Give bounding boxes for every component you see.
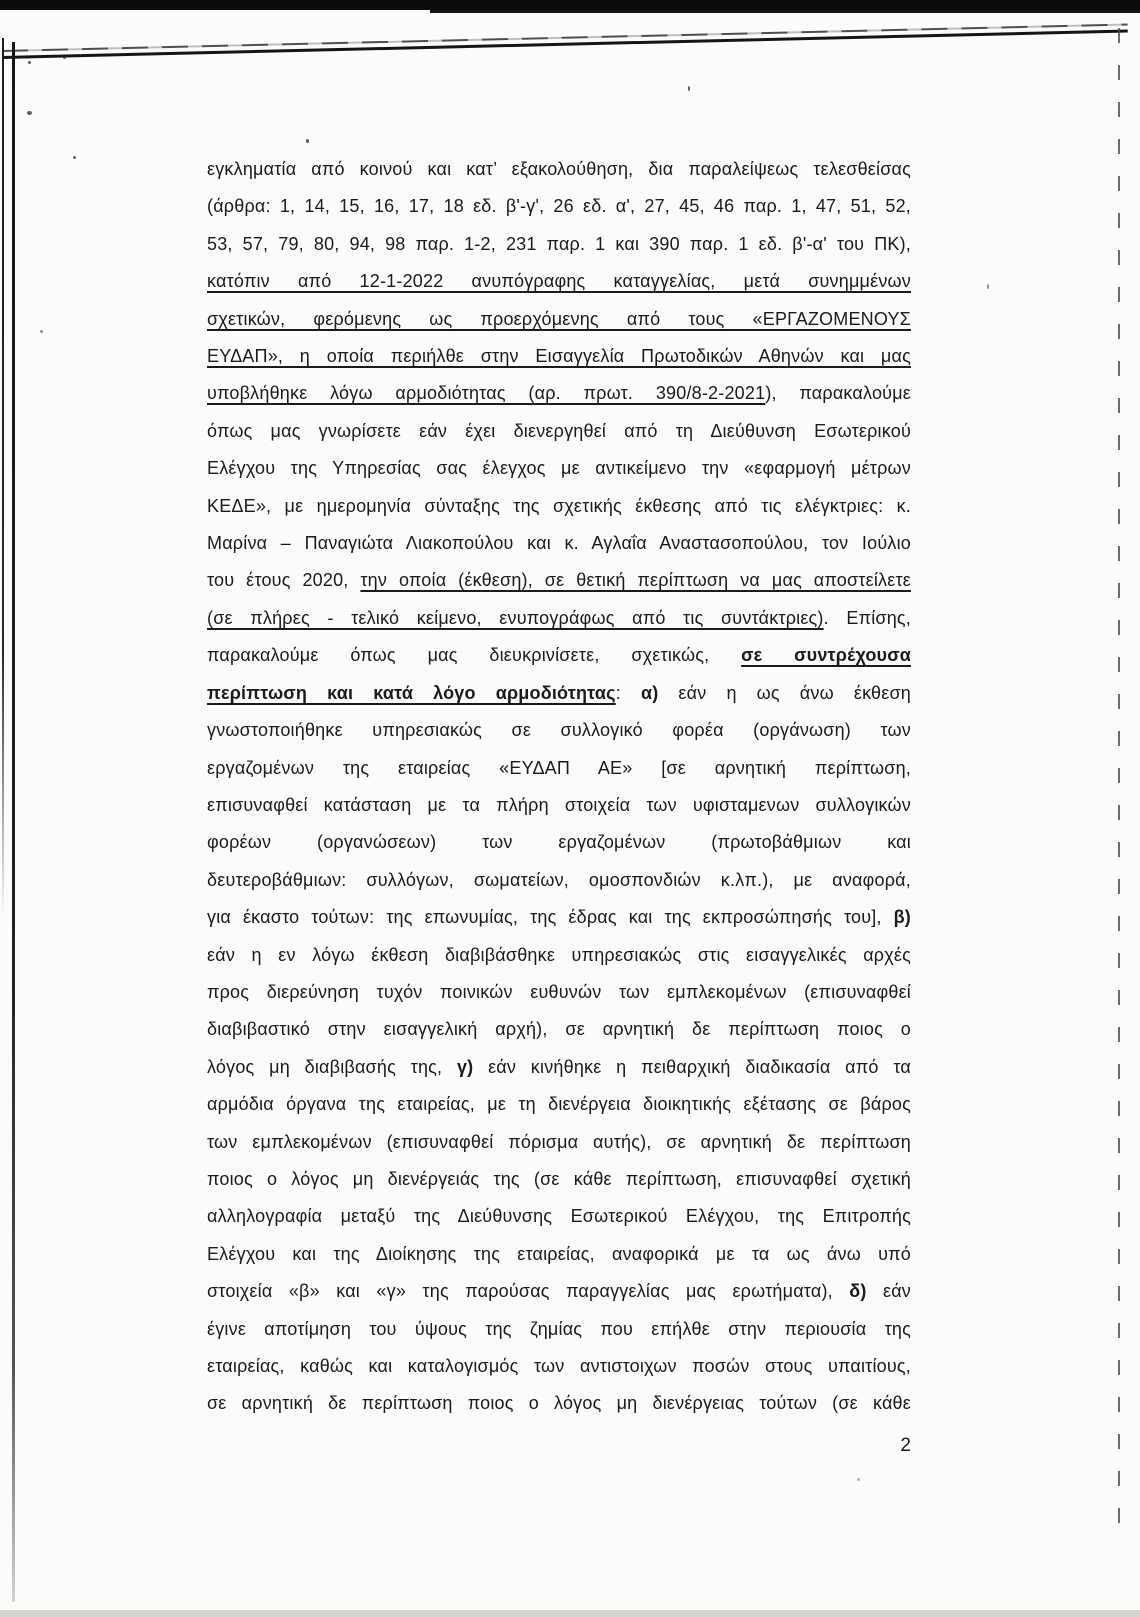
text-segment: σε αρνητική δε περίπτωση ποιος ο λόγος μη διενέργειας τούτων (σε κάθε (207, 1393, 911, 1414)
text-segment: εργαζομένων της εταιρείας «ΕΥΔΑΠ ΑΕ» [σε αρνητική περίπτωση, (207, 757, 911, 778)
emphasized-text: υποβλήθηκε λόγω αρμοδιότητας (αρ. πρωτ. 390/8-2-2021 (207, 383, 766, 404)
text-line (207, 1086, 911, 1123)
scan-edge-top (0, 0, 1140, 10)
text-line (207, 1011, 911, 1048)
text-line (207, 899, 911, 936)
text-line (207, 712, 911, 749)
text-segment: εάν (866, 1281, 911, 1302)
text-line (207, 937, 911, 974)
text-line (207, 450, 911, 487)
document-text (207, 151, 911, 1423)
emphasized-text: δ) (849, 1281, 867, 1302)
text-segment: εάν κινήθηκε η πειθαρχική διαδικασία από τα (473, 1056, 911, 1077)
text-line (207, 263, 911, 300)
scan-speck (63, 56, 66, 59)
page-border-left-outer (2, 38, 4, 918)
text-line (207, 525, 911, 562)
text-line (207, 562, 911, 599)
page-border-top (2, 23, 1128, 60)
text-line (207, 974, 911, 1011)
emphasized-text: (σε πλήρες - τελικό κείμενο, ενυπογράφως από τις συντάκτριες) (207, 607, 824, 628)
text-line (207, 1311, 911, 1348)
text-segment: ), παρακαλούμε (765, 383, 911, 404)
text-line (207, 862, 911, 899)
text-line (207, 1161, 911, 1198)
text-segment: παρακαλούμε όπως μας διευκρινίσετε, σχετικώς, (207, 645, 742, 666)
text-segment: έγινε αποτίμηση του ύψους της ζημίας που επήλθε στην περιουσία της (207, 1318, 911, 1339)
text-line (207, 188, 911, 225)
text-segment: εάν η εν λόγω έκθεση διαβιβάσθηκε υπηρεσιακώς στις εισαγγελικές αρχές (207, 944, 911, 965)
text-line (207, 226, 911, 263)
text-segment: αρμόδια όργανα της εταιρείας, με τη διενέργεια διοικητικής εξέτασης σε βάρος (207, 1094, 911, 1115)
text-line (207, 824, 911, 861)
scan-edge-bottom (0, 1610, 1140, 1617)
text-line (207, 637, 911, 674)
text-segment: προς διερεύνηση τυχόν ποινικών ευθυνών των εμπλεκομένων (επισυναφθεί (207, 981, 911, 1002)
emphasized-text: την οποία (έκθεση), σε θετική περίπτωση να μας αποστείλετε (360, 570, 911, 591)
text-segment: (άρθρα: 1, 14, 15, 16, 17, 18 εδ. β'-γ', 26 εδ. α', 27, 45, 46 παρ. 1, 47, 51, 52, (207, 196, 911, 217)
text-line (207, 338, 911, 375)
text-line (207, 787, 911, 824)
text-segment: των εμπλεκομένων (επισυναφθεί πόρισμα αυτής), σε αρνητική δε περίπτωση (207, 1131, 911, 1152)
text-segment: στοιχεία «β» και «γ» της παρούσας παραγγελίας μας ερωτήματα), (207, 1281, 850, 1302)
emphasized-text: ΕΥΔΑΠ», η οποία περιήλθε στην Εισαγγελία Πρωτοδικών Αθηνών και μας (207, 346, 911, 367)
text-segment: : (615, 682, 641, 703)
text-segment: Μαρίνα – Παναγιώτα Λιακοπούλου και κ. Αγλαΐα Αναστασοπούλου, τον Ιούλιο (207, 533, 911, 554)
text-segment: γνωστοποιήθηκε υπηρεσιακώς σε συλλογικό φορέα (οργάνωση) των (207, 720, 911, 741)
text-line (207, 1124, 911, 1161)
page-border-top-thin-line (2, 23, 1128, 52)
emphasized-text: σε συντρέχουσα (741, 645, 911, 666)
text-segment: όπως μας γνωρίσετε εάν έχει διενεργηθεί από τη Διεύθυνση Εσωτερικού (207, 420, 911, 441)
text-line (207, 1385, 911, 1422)
text-segment: . Επίσης, (823, 607, 911, 628)
text-line (207, 413, 911, 450)
emphasized-text: γ) (456, 1056, 474, 1077)
text-segment: αλληλογραφία μεταξύ της Διεύθυνσης Εσωτερικού Ελέγχου, της Επιτροπής (207, 1206, 911, 1227)
scan-speck (987, 284, 989, 289)
text-line (207, 1348, 911, 1385)
emphasized-text: β) (893, 907, 911, 928)
text-line (207, 1273, 911, 1310)
scan-speck (857, 1478, 860, 1481)
text-segment: εταιρείας, καθώς και καταλογισμός των αντιστοιχων ποσών στους υπαιτίους, (207, 1356, 911, 1376)
scan-speck (306, 139, 309, 143)
scan-speck (40, 330, 43, 333)
text-line (207, 1049, 911, 1086)
scan-speck (688, 86, 690, 91)
page-border-right-dashed (1118, 28, 1120, 1538)
text-line (207, 301, 911, 338)
text-line (207, 600, 911, 637)
emphasized-text: α) (640, 682, 659, 703)
text-line (207, 750, 911, 787)
text-segment: Ελέγχου της Υπηρεσίας σας έλεγχος με αντικείμενο την «εφαρμογή μέτρων (207, 458, 911, 479)
text-line (207, 488, 911, 525)
text-segment: 53, 57, 79, 80, 94, 98 παρ. 1-2, 231 παρ. 1 και 390 παρ. 1 εδ. β'-α' του ΠΚ), (207, 233, 911, 254)
text-segment: ποιος ο λόγος μη διενέργειάς της (σε κάθε περίπτωση, επισυναφθεί σχετική (207, 1168, 911, 1189)
text-segment: ΚΕΔΕ», με ημερομηνία σύνταξης της σχετικής έκθεσης από τις ελέγκτριες: κ. (207, 495, 911, 516)
page-border-top-thick-line (2, 29, 1128, 59)
page-number: 2 (900, 1435, 911, 1456)
text-segment: διαβιβαστικό στην εισαγγελική αρχή), σε αρνητική δε περίπτωση ποιος ο (207, 1019, 911, 1040)
emphasized-text: περίπτωση και κατά λόγο αρμοδιότητας (207, 682, 616, 703)
text-segment: επισυναφθεί κατάσταση με τα πλήρη στοιχεία των υφισταμενων συλλογικών (207, 794, 911, 815)
text-line (207, 675, 911, 712)
text-segment: του έτους 2020, (207, 570, 361, 591)
scan-speck (27, 111, 32, 115)
emphasized-text: σχετικών, φερόμενης ως προερχόμενης από τους «ΕΡΓΑΖΟΜΕΝΟΥΣ (207, 308, 911, 329)
text-segment: εάν η ως άνω έκθεση (658, 682, 911, 703)
text-line (207, 1236, 911, 1273)
text-segment: εγκληματία από κοινού και κατ’ εξακολούθηση, δια παραλείψεως τελεσθείσας (207, 159, 911, 179)
text-line (207, 375, 911, 412)
text-segment: δευτεροβάθμιων: συλλόγων, σωματείων, ομοσπονδιών κ.λπ.), με αναφορά, (207, 869, 911, 890)
text-segment: φορέων (οργανώσεων) των εργαζομένων (πρωτοβάθμιων και (207, 832, 911, 853)
text-segment: για έκαστο τούτων: της επωνυμίας, της έδρας και της εκπροσώπησής του], (207, 907, 894, 928)
emphasized-text: κατόπιν από 12-1-2022 ανυπόγραφης καταγγελίας, μετά συνημμένων (207, 271, 911, 292)
page-border-left-inner (12, 42, 15, 1602)
text-line (207, 151, 911, 188)
text-segment: Ελέγχου και της Διοίκησης της εταιρείας, αναφορικά με τα ως άνω υπό (207, 1243, 911, 1264)
scan-speck (28, 61, 31, 64)
scan-speck (73, 156, 76, 159)
text-line (207, 1198, 911, 1235)
text-segment: λόγος μη διαβιβασής της, (207, 1056, 457, 1077)
